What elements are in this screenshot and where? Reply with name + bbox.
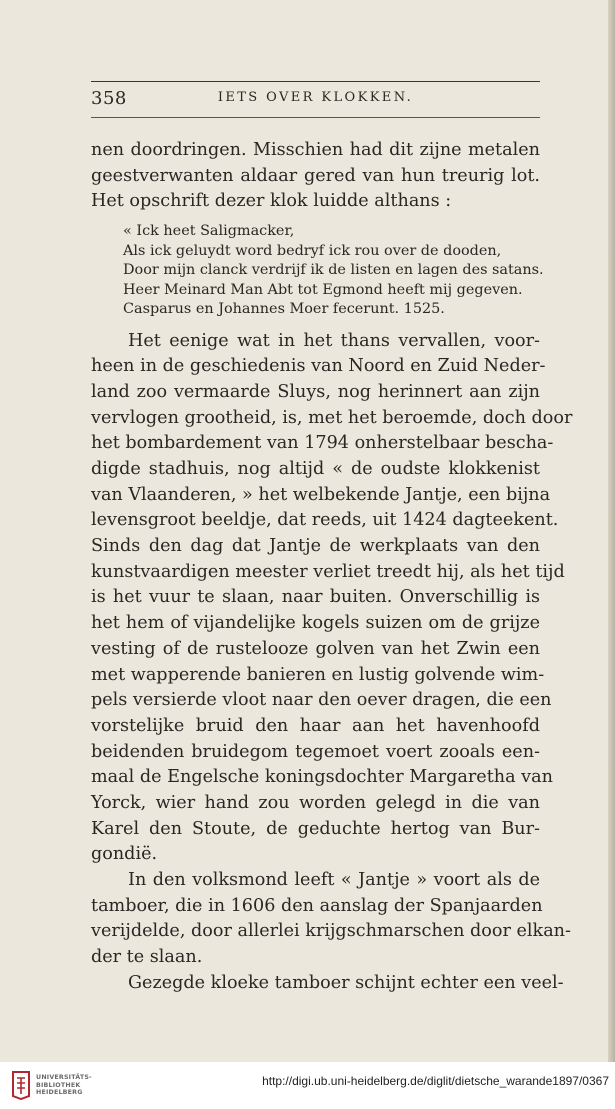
running-head: IETS OVER KLOKKEN. bbox=[217, 90, 414, 105]
text-line: Het eenige wat in het thans vervallen, voor- bbox=[128, 330, 540, 351]
text-line: Sinds den dag dat Jantje de werkplaats van den bbox=[91, 536, 540, 557]
page-edge bbox=[608, 0, 615, 1062]
quote-line: « Ick heet Saligmacker, bbox=[123, 223, 295, 240]
text-line: Karel den Stoute, de geduchte hertog van Bur- bbox=[91, 818, 540, 839]
text-line: het hem of vijandelijke kogels suizen om de grijze bbox=[91, 613, 540, 634]
text-line: Het opschrift dezer klok luidde althans : bbox=[91, 191, 452, 212]
text-line: tamboer, die in 1606 den aanslag der Spanjaarden bbox=[91, 895, 543, 916]
library-name-line: HEIDELBERG bbox=[36, 1089, 83, 1097]
text-line: digde stadhuis, nog altijd « de oudste klokkenist bbox=[91, 459, 540, 479]
text-line: geestverwanten aldaar gered van hun treurig lot. bbox=[91, 165, 540, 186]
text-line: verijdelde, door allerlei krijgschmarschen door elkan- bbox=[91, 921, 571, 942]
body-text bbox=[91, 138, 573, 996]
text-line: het bombardement van 1794 onherstelbaar bescha- bbox=[91, 433, 554, 454]
text-line: is het vuur te slaan, naar buiten. Onverschillig is bbox=[91, 587, 540, 608]
quote-line: Casparus en Johannes Moer fecerunt. 1525. bbox=[123, 301, 445, 318]
text-line: maal de Engelsche koningsdochter Margaretha van bbox=[91, 767, 553, 788]
university-library-logo-icon bbox=[10, 1070, 32, 1100]
text-line: nen doordringen. Misschien had dit zijne metalen bbox=[91, 140, 540, 160]
quote-line: Als ick geluydt word bedryf ick rou over de dooden, bbox=[123, 242, 502, 259]
library-name bbox=[36, 1074, 92, 1097]
source-url-link[interactable]: http://digi.ub.uni-heidelberg.de/diglit/dietsche_warande1897/0367 bbox=[262, 1074, 609, 1088]
digitization-footer bbox=[0, 1062, 615, 1109]
text-line: Yorck, wier hand zou worden gelegd in die van bbox=[91, 792, 540, 813]
text-line: beidenden bruidegom tegemoet voert zooals een- bbox=[91, 741, 540, 762]
library-name-line: UNIVERSITÄTS- bbox=[36, 1074, 92, 1081]
text-line: Gezegde kloeke tamboer schijnt echter een veel- bbox=[128, 972, 564, 993]
page-number: 358 bbox=[91, 88, 127, 109]
bell-inscription-quote bbox=[91, 222, 544, 320]
page-header bbox=[91, 88, 540, 114]
text-line: kunstvaardigen meester verliet treedt hij, als het tijd bbox=[91, 561, 565, 582]
text-line: In den volksmond leeft « Jantje » voort als de bbox=[128, 870, 540, 890]
library-name-line: BIBLIOTHEK bbox=[36, 1081, 81, 1089]
header-rule-bottom bbox=[91, 117, 540, 118]
text-line: levensgroot beeldje, dat reeds, uit 1424 dagteekent. bbox=[91, 510, 559, 531]
quote-line: Heer Meinard Man Abt tot Egmond heeft mij gegeven. bbox=[123, 281, 523, 298]
text-line: vesting of de rustelooze golven van het Zwin een bbox=[91, 638, 540, 659]
text-line: van Vlaanderen, » het welbekende Jantje, een bijna bbox=[91, 484, 551, 505]
text-line: vorstelijke bruid den haar aan het havenhoofd bbox=[91, 715, 540, 736]
header-rule-top bbox=[91, 81, 540, 82]
text-line: heen in de geschiedenis van Noord en Zuid Neder- bbox=[91, 356, 546, 377]
text-line: vervlogen grootheid, is, met het beroemde, doch door bbox=[91, 407, 573, 428]
text-line: der te slaan. bbox=[91, 947, 203, 968]
text-line: land zoo vermaarde Sluys, nog herinnert aan zijn bbox=[91, 381, 540, 402]
text-line: met wapperende banieren en lustig golvende wim- bbox=[91, 664, 545, 685]
text-line: pels versierde vloot naar den oever dragen, die een bbox=[91, 690, 552, 711]
quote-line: Door mijn clanck verdrijf ik de listen en lagen des satans. bbox=[123, 262, 544, 279]
text-line: gondië. bbox=[91, 844, 158, 865]
